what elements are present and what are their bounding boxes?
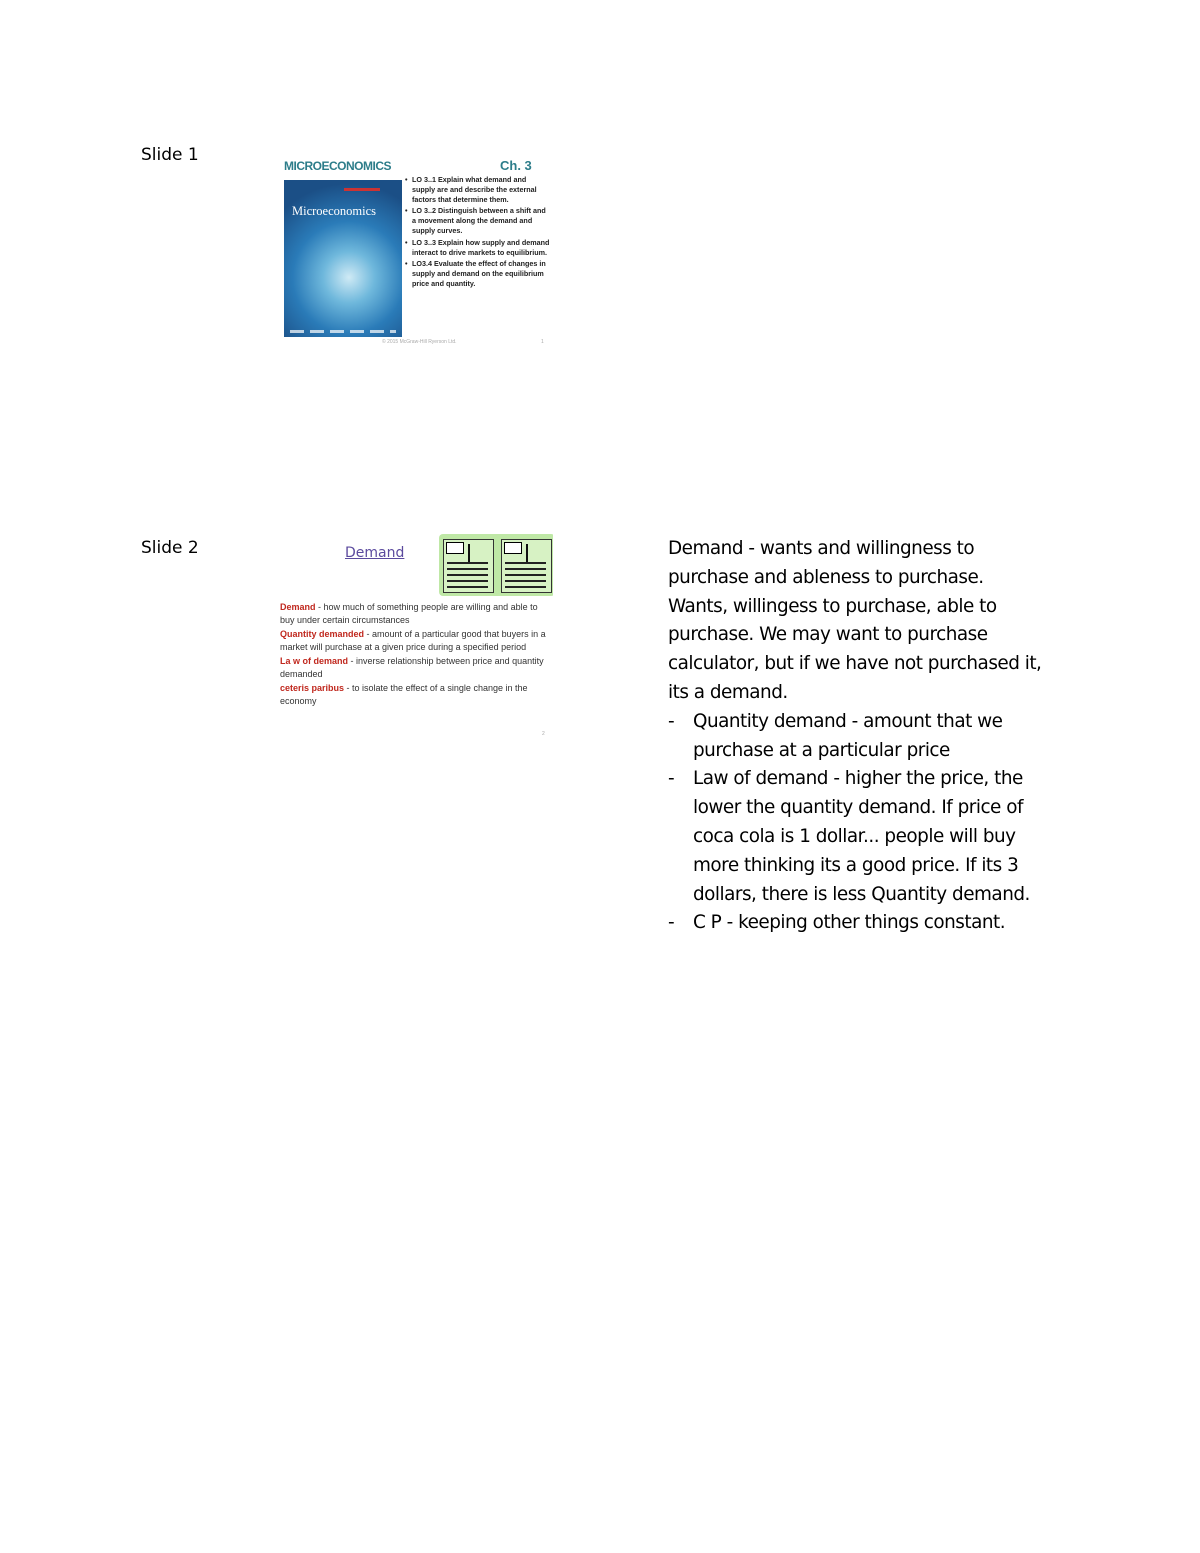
cover-accent-bar bbox=[344, 188, 380, 191]
cartoon-sign bbox=[504, 542, 522, 554]
definitions-list bbox=[280, 601, 548, 709]
notes-bullet: - C P - keeping other things constant. bbox=[668, 909, 1048, 938]
definition-text: - inverse relationship between price and quantity demanded bbox=[280, 656, 544, 679]
learning-objective: • LO 3..3 Explain how supply and demand interact to drive markets to equilibrium. bbox=[405, 238, 551, 258]
cola-cartoon-image bbox=[439, 534, 553, 596]
slide-1-copyright: © 2015 McGraw-Hill Ryerson Ltd. bbox=[382, 339, 457, 345]
slide-2-label: Slide 2 bbox=[141, 538, 199, 558]
definition-term: Demand bbox=[280, 602, 316, 612]
cover-author-strip bbox=[290, 330, 396, 333]
definition-item bbox=[280, 601, 548, 627]
definition-text: - amount of a particular good that buyers in a market will purchase at a given price during a specified period bbox=[280, 629, 546, 652]
cartoon-figure bbox=[526, 544, 528, 562]
learning-objective: • LO3.4 Evaluate the effect of changes in supply and demand on the equilibrium price and quantity. bbox=[405, 259, 551, 288]
slide-2-title: Demand bbox=[345, 545, 405, 561]
notes-bullet-list bbox=[668, 708, 1048, 938]
definition-term: Quantity demanded bbox=[280, 629, 365, 639]
cartoon-figure bbox=[468, 544, 470, 562]
cartoon-shelves bbox=[447, 562, 488, 588]
slide-2-notes bbox=[668, 535, 1048, 938]
notes-bullet: - Quantity demand - amount that we purchase at a particular price bbox=[668, 708, 1048, 766]
slide-2-page-number: 2 bbox=[542, 731, 545, 737]
learning-objective: • LO 3..2 Distinguish between a shift and a movement along the demand and supply curves. bbox=[405, 206, 551, 235]
definition-term: La w of demand bbox=[280, 656, 349, 666]
book-cover-title: Microeconomics bbox=[292, 204, 377, 218]
slide-2-thumbnail bbox=[278, 533, 553, 738]
definition-text: - to isolate the effect of a single change in the economy bbox=[280, 683, 528, 706]
slide-1-thumbnail bbox=[278, 155, 553, 350]
slide-1-label: Slide 1 bbox=[141, 145, 199, 165]
definition-item bbox=[280, 655, 548, 681]
definition-item bbox=[280, 628, 548, 654]
cartoon-shelves bbox=[505, 562, 546, 588]
slide-1-page-number: 1 bbox=[541, 339, 544, 345]
definition-term: ceteris paribus bbox=[280, 683, 345, 693]
learning-objectives-list bbox=[405, 175, 551, 291]
definition-text: - how much of something people are willing and able to buy under certain circumstances bbox=[280, 602, 538, 625]
notes-bullet: - Law of demand - higher the price, the lower the quantity demand. If price of coca cola is 1 dollar... people will buy more thinking its a good price. If its 3 dollars, there is less Quantity demand. bbox=[668, 765, 1048, 909]
slide-1-chapter: Ch. 3 bbox=[500, 158, 532, 173]
definition-item bbox=[280, 682, 548, 708]
cartoon-panel bbox=[501, 539, 552, 593]
notes-intro: Demand - wants and willingness to purchase and ableness to purchase. Wants, willingess to purchase, able to purchase. We may want to purchase calculator, but if we have not purchased it, its a demand. bbox=[668, 538, 1042, 703]
cartoon-sign bbox=[446, 542, 464, 554]
book-cover-image bbox=[284, 180, 402, 337]
learning-objective: • LO 3..1 Explain what demand and supply are and describe the external factors that determine them. bbox=[405, 175, 551, 204]
slide-1-brand: MICROECONOMICS bbox=[284, 159, 391, 173]
cartoon-panel bbox=[443, 539, 494, 593]
